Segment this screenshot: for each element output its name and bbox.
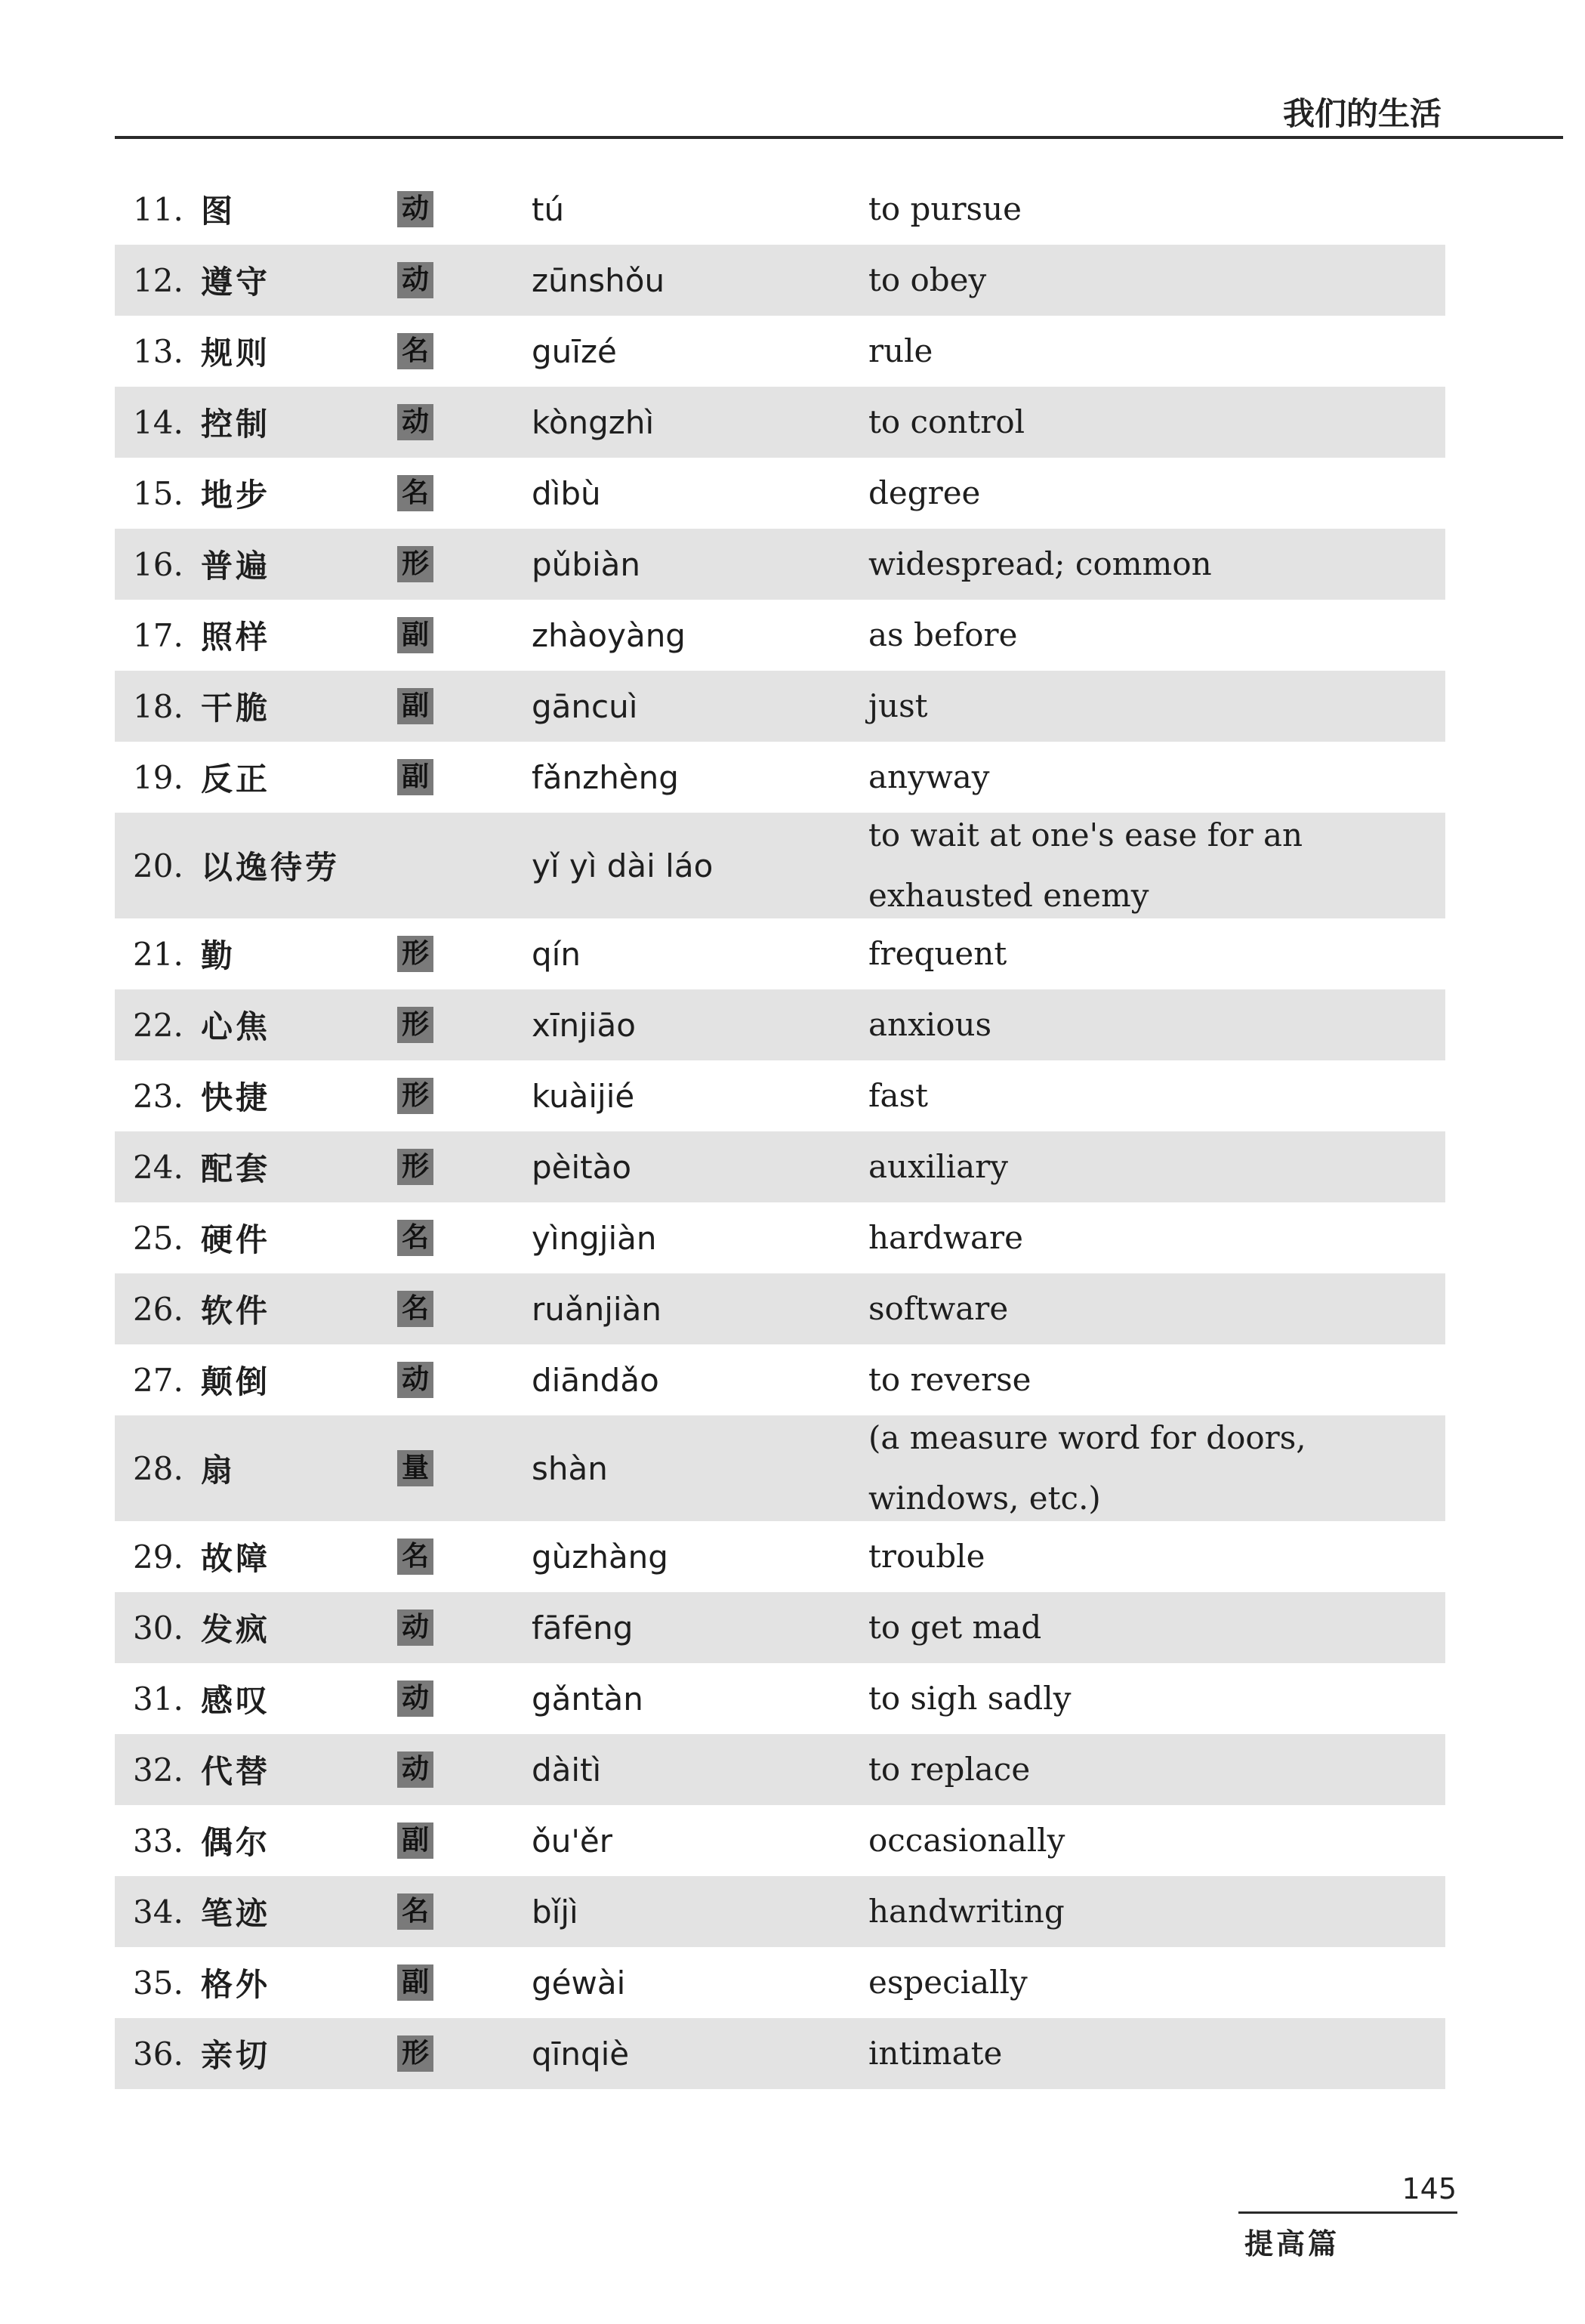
vocab-row: [115, 2018, 1445, 2089]
section-name: 提高篇: [1244, 2227, 1340, 2261]
vocab-pinyin: shàn: [532, 1449, 608, 1487]
vocab-row: [115, 1592, 1445, 1663]
page-number: 145: [1402, 2172, 1457, 2205]
vocab-pinyin: yìngjiàn: [532, 1219, 657, 1257]
vocab-meaning: widespread; common: [868, 545, 1212, 582]
part-of-speech-badge: 名: [397, 333, 433, 369]
part-of-speech-cell: [394, 387, 436, 458]
vocab-number: 14.: [133, 403, 183, 441]
vocab-row: [115, 529, 1445, 600]
vocab-pinyin: dàitì: [532, 1751, 602, 1789]
vocab-row: [115, 1521, 1445, 1592]
part-of-speech-badge: 名: [397, 1220, 433, 1256]
vocab-row: [115, 1202, 1445, 1273]
part-of-speech-badge: 副: [397, 617, 433, 653]
vocab-number: 13.: [133, 332, 183, 370]
part-of-speech-cell: [394, 813, 436, 918]
vocab-word: 代替: [201, 1753, 271, 1790]
vocab-pinyin: ǒu'ěr: [532, 1822, 612, 1860]
vocab-number: 25.: [133, 1219, 183, 1257]
part-of-speech-cell: [394, 1663, 436, 1734]
vocab-number: 29.: [133, 1538, 183, 1576]
part-of-speech-cell: [394, 989, 436, 1060]
vocab-number: 30.: [133, 1609, 183, 1647]
vocab-word: 故障: [201, 1540, 271, 1577]
vocab-number: 22.: [133, 1006, 183, 1044]
vocab-row: [115, 1734, 1445, 1805]
part-of-speech-badge: 名: [397, 475, 433, 511]
part-of-speech-cell: [394, 316, 436, 387]
vocab-row: [115, 1947, 1445, 2018]
vocab-word: 地步: [201, 477, 271, 514]
vocab-meaning: to replace: [868, 1751, 1031, 1788]
vocab-word: 控制: [201, 406, 271, 443]
vocab-meaning: (a measure word for doors, windows, etc.): [868, 1419, 1306, 1517]
vocab-pinyin: pèitào: [532, 1148, 632, 1186]
part-of-speech-cell: [394, 529, 436, 600]
vocab-meaning: to get mad: [868, 1609, 1042, 1646]
part-of-speech-badge: 副: [397, 759, 433, 795]
vocab-word: 偶尔: [201, 1824, 271, 1861]
vocab-row: [115, 1060, 1445, 1131]
vocab-meaning: intimate: [868, 2035, 1003, 2072]
vocab-word: 反正: [201, 761, 271, 798]
part-of-speech-badge: 动: [397, 191, 433, 227]
part-of-speech-badge: 动: [397, 1681, 433, 1717]
vocab-row: [115, 1344, 1445, 1415]
part-of-speech-cell: [394, 458, 436, 529]
part-of-speech-cell: [394, 1202, 436, 1273]
vocab-meaning: anxious: [868, 1006, 992, 1043]
vocab-number: 31.: [133, 1680, 183, 1718]
part-of-speech-badge: 动: [397, 262, 433, 298]
header-divider: [115, 136, 1563, 139]
vocab-pinyin: kuàijié: [532, 1077, 635, 1115]
vocab-meaning: fast: [868, 1077, 929, 1114]
vocab-number: 26.: [133, 1290, 183, 1328]
vocab-word: 勤: [201, 937, 236, 974]
part-of-speech-badge: 副: [397, 1964, 433, 2001]
vocab-meaning: just: [868, 687, 928, 724]
vocab-number: 33.: [133, 1822, 183, 1860]
part-of-speech-badge: 形: [397, 2035, 433, 2072]
vocab-meaning: frequent: [868, 935, 1007, 972]
vocab-word: 硬件: [201, 1221, 271, 1258]
vocab-meaning: anyway: [868, 758, 990, 795]
vocab-row: [115, 742, 1445, 813]
vocab-pinyin: bǐjì: [532, 1893, 578, 1930]
part-of-speech-cell: [394, 918, 436, 989]
vocab-number: 32.: [133, 1751, 183, 1789]
part-of-speech-cell: [394, 174, 436, 245]
vocab-pinyin: dìbù: [532, 474, 601, 512]
vocab-pinyin: géwài: [532, 1964, 626, 2001]
part-of-speech-badge: 名: [397, 1539, 433, 1575]
vocab-word: 配套: [201, 1150, 271, 1187]
vocab-number: 18.: [133, 687, 183, 725]
vocab-number: 19.: [133, 758, 183, 796]
vocab-word: 亲切: [201, 2037, 271, 2074]
vocab-number: 36.: [133, 2035, 183, 2072]
part-of-speech-cell: [394, 1805, 436, 1876]
vocab-word: 感叹: [201, 1682, 271, 1719]
vocab-number: 11.: [133, 190, 183, 228]
vocab-meaning: to wait at one's ease for an exhausted enemy: [868, 816, 1303, 914]
vocab-row: [115, 458, 1445, 529]
part-of-speech-cell: [394, 245, 436, 316]
vocab-word: 规则: [201, 335, 271, 372]
vocab-pinyin: ruǎnjiàn: [532, 1290, 661, 1328]
vocab-word: 照样: [201, 619, 271, 656]
vocab-pinyin: gǎntàn: [532, 1680, 643, 1718]
vocab-pinyin: fǎnzhèng: [532, 758, 679, 796]
part-of-speech-cell: [394, 1344, 436, 1415]
running-header-title: 我们的生活: [1282, 95, 1442, 132]
part-of-speech-cell: [394, 1273, 436, 1344]
part-of-speech-badge: 动: [397, 1610, 433, 1646]
vocab-word: 笔迹: [201, 1895, 271, 1932]
part-of-speech-badge: 形: [397, 1149, 433, 1185]
part-of-speech-cell: [394, 742, 436, 813]
vocab-meaning: to pursue: [868, 190, 1022, 227]
part-of-speech-badge: 动: [397, 1751, 433, 1788]
vocab-row: [115, 245, 1445, 316]
vocab-number: 12.: [133, 261, 183, 299]
part-of-speech-cell: [394, 1521, 436, 1592]
vocab-word: 发疯: [201, 1611, 271, 1648]
part-of-speech-badge: 量: [397, 1450, 433, 1486]
vocab-pinyin: kòngzhì: [532, 403, 655, 441]
part-of-speech-cell: [394, 671, 436, 742]
vocab-pinyin: pǔbiàn: [532, 545, 640, 583]
part-of-speech-cell: [394, 1060, 436, 1131]
part-of-speech-cell: [394, 600, 436, 671]
vocab-number: 35.: [133, 1964, 183, 2001]
vocab-word: 心焦: [201, 1008, 271, 1045]
vocab-pinyin: gùzhàng: [532, 1538, 668, 1576]
vocab-pinyin: xīnjiāo: [532, 1006, 636, 1044]
vocab-number: 34.: [133, 1893, 183, 1930]
vocab-word: 快捷: [201, 1079, 271, 1116]
vocab-number: 28.: [133, 1449, 183, 1487]
part-of-speech-cell: [394, 1592, 436, 1663]
vocab-pinyin: fāfēng: [532, 1609, 634, 1647]
part-of-speech-cell: [394, 1734, 436, 1805]
vocab-word: 扇: [201, 1452, 236, 1489]
vocab-meaning: trouble: [868, 1538, 985, 1575]
part-of-speech-badge: 副: [397, 1822, 433, 1859]
vocabulary-list: [115, 174, 1445, 2089]
vocab-row: [115, 600, 1445, 671]
vocab-word: 以逸待劳: [201, 849, 341, 886]
vocab-meaning: to sigh sadly: [868, 1680, 1072, 1717]
vocab-pinyin: tú: [532, 190, 565, 228]
vocab-number: 15.: [133, 474, 183, 512]
vocab-row: [115, 1876, 1445, 1947]
vocab-row: [115, 174, 1445, 245]
vocab-pinyin: yǐ yì dài láo: [532, 847, 714, 884]
part-of-speech-cell: [394, 1876, 436, 1947]
vocab-row: [115, 1131, 1445, 1202]
vocab-row: [115, 387, 1445, 458]
part-of-speech-cell: [394, 1947, 436, 2018]
vocab-word: 图: [201, 193, 236, 230]
vocab-pinyin: zhàoyàng: [532, 616, 686, 654]
vocab-meaning: rule: [868, 332, 933, 369]
vocab-row: [115, 671, 1445, 742]
vocab-number: 27.: [133, 1361, 183, 1399]
vocab-row: [115, 813, 1445, 918]
part-of-speech-cell: [394, 2018, 436, 2089]
vocab-pinyin: qín: [532, 935, 581, 973]
part-of-speech-badge: 形: [397, 936, 433, 972]
vocab-meaning: especially: [868, 1964, 1028, 2001]
vocab-meaning: handwriting: [868, 1893, 1065, 1930]
part-of-speech-badge: 形: [397, 1007, 433, 1043]
vocab-number: 16.: [133, 545, 183, 583]
vocab-meaning: degree: [868, 474, 981, 511]
part-of-speech-badge: 名: [397, 1893, 433, 1930]
part-of-speech-badge: 动: [397, 1362, 433, 1398]
vocab-word: 颠倒: [201, 1363, 271, 1400]
vocab-row: [115, 1415, 1445, 1521]
vocab-pinyin: qīnqiè: [532, 2035, 630, 2072]
vocab-row: [115, 316, 1445, 387]
vocab-row: [115, 1805, 1445, 1876]
vocab-word: 干脆: [201, 690, 271, 727]
vocab-word: 软件: [201, 1292, 271, 1329]
vocab-row: [115, 1663, 1445, 1734]
vocab-meaning: as before: [868, 616, 1018, 653]
vocab-pinyin: gāncuì: [532, 687, 638, 725]
part-of-speech-badge: 形: [397, 546, 433, 582]
vocab-number: 21.: [133, 935, 183, 973]
part-of-speech-badge: 名: [397, 1291, 433, 1327]
vocab-pinyin: guīzé: [532, 332, 617, 370]
vocab-meaning: software: [868, 1290, 1009, 1327]
vocab-row: [115, 918, 1445, 989]
footer-divider: [1238, 2211, 1457, 2214]
vocab-meaning: to control: [868, 403, 1025, 440]
vocab-word: 遵守: [201, 264, 271, 301]
vocab-number: 23.: [133, 1077, 183, 1115]
vocab-word: 格外: [201, 1966, 271, 2003]
vocab-meaning: to obey: [868, 261, 987, 298]
vocab-row: [115, 989, 1445, 1060]
vocab-meaning: occasionally: [868, 1822, 1065, 1859]
vocab-row: [115, 1273, 1445, 1344]
vocab-meaning: hardware: [868, 1219, 1023, 1256]
vocab-number: 24.: [133, 1148, 183, 1186]
part-of-speech-badge: 副: [397, 688, 433, 724]
part-of-speech-cell: [394, 1131, 436, 1202]
vocab-number: 20.: [133, 847, 183, 884]
vocab-meaning: auxiliary: [868, 1148, 1008, 1185]
vocab-pinyin: zūnshǒu: [532, 261, 665, 299]
vocab-meaning: to reverse: [868, 1361, 1031, 1398]
vocab-word: 普遍: [201, 548, 271, 585]
part-of-speech-badge: 形: [397, 1078, 433, 1114]
part-of-speech-badge: 动: [397, 404, 433, 440]
vocab-number: 17.: [133, 616, 183, 654]
vocab-pinyin: diāndǎo: [532, 1361, 659, 1399]
part-of-speech-cell: [394, 1415, 436, 1521]
